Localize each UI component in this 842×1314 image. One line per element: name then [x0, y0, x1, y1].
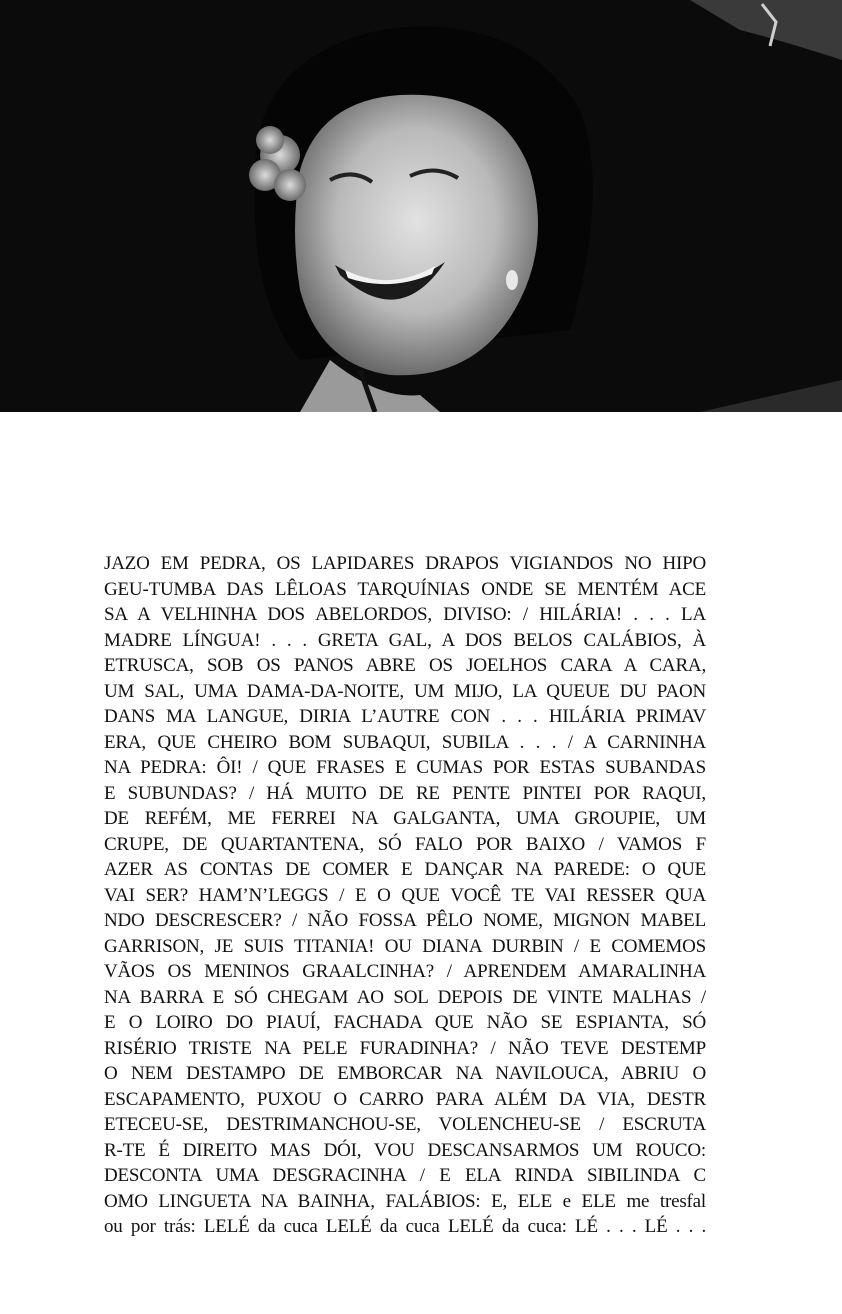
poem-line: RISÉRIO TRISTE NA PELE FURADINHA? / NÃO TEVE DESTEMP	[104, 1037, 706, 1059]
poem-line: DE REFÉM, ME FERREI NA GALGANTA, UMA GROUPIE, UM	[104, 808, 706, 829]
poem-line: ETECEU-SE, DESTRIMANCHOU-SE, VOLENCHEU-SE / ESCRUTA	[104, 1114, 706, 1135]
poem-line: ou por trás: LELÉ da cuca LELÉ da cuca LELÉ da cuca: LÉ . . . LÉ . . .	[104, 1216, 706, 1237]
poem-line: GARRISON, JE SUIS TITANIA! OU DIANA DURBIN / E COMEMOS	[104, 935, 706, 957]
poem-line: E O LOIRO DO PIAUÍ, FACHADA QUE NÃO SE ESPIANTA, SÓ	[104, 1012, 706, 1033]
poem-line: MADRE LÍNGUA! . . . GRETA GAL, A DOS BELOS CALÁBIOS, À	[104, 629, 706, 651]
poem-line: NDO DESCRESCER? / NÃO FOSSA PÊLO NOME, MIGNON MABEL	[104, 910, 706, 931]
portrait-photo	[0, 0, 842, 412]
poem-line: O NEM DESTAMPO DE EMBORCAR NA NAVILOUCA, ABRIU O	[104, 1063, 706, 1084]
poem-line: R-TE É DIREITO MAS DÓI, VOU DESCANSARMOS UM ROUCO:	[104, 1139, 706, 1161]
poem-line: CRUPE, DE QUARTANTENA, SÓ FALO POR BAIXO / VAMOS F	[104, 833, 706, 855]
poem-line: ETRUSCA, SOB OS PANOS ABRE OS JOELHOS CARA A CARA,	[104, 655, 706, 676]
poem-line: VAI SER? HAM’N’LEGGS / E O QUE VOCÊ TE VAI RESSER QUA	[104, 884, 706, 906]
poem-line: ESCAPAMENTO, PUXOU O CARRO PARA ALÉM DA VIA, DESTR	[104, 1088, 706, 1110]
poem-line: NA PEDRA: ÔI! / QUE FRASES E CUMAS POR ESTAS SUBANDAS	[104, 757, 706, 778]
poem-text	[104, 551, 706, 1240]
poem-line: NA BARRA E SÓ CHEGAM AO SOL DEPOIS DE VINTE MALHAS /	[104, 986, 706, 1008]
poem-line: VÃOS OS MENINOS GRAALCINHA? / APRENDEM AMARALINHA	[104, 961, 706, 982]
poem-line: DANS MA LANGUE, DIRIA L’AUTRE CON . . . HILÁRIA PRIMAV	[104, 706, 706, 727]
poem-line: E SUBUNDAS? / HÁ MUITO DE RE PENTE PINTEI POR RAQUI,	[104, 782, 706, 804]
poem-line: OMO LINGUETA NA BAINHA, FALÁBIOS: E, ELE e ELE me tresfal	[104, 1190, 706, 1212]
poem-line: SA A VELHINHA DOS ABELORDOS, DIVISO: / HILÁRIA! . . . LA	[104, 604, 706, 625]
poem-line: ERA, QUE CHEIRO BOM SUBAQUI, SUBILA . . . / A CARNINHA	[104, 731, 706, 753]
poem-line: GEU-TUMBA DAS LÊLOAS TARQUÍNIAS ONDE SE MENTÉM ACE	[104, 578, 706, 600]
poem-line: JAZO EM PEDRA, OS LAPIDARES DRAPOS VIGIANDOS NO HIPO	[104, 553, 706, 574]
poem-line: AZER AS CONTAS DE COMER E DANÇAR NA PAREDE: O QUE	[104, 859, 706, 880]
portrait-icon	[0, 0, 842, 412]
poem-line: DESCONTA UMA DESGRACINHA / E ELA RINDA SIBILINDA C	[104, 1165, 706, 1186]
poem-line: UM SAL, UMA DAMA-DA-NOITE, UM MIJO, LA QUEUE DU PAON	[104, 680, 706, 702]
